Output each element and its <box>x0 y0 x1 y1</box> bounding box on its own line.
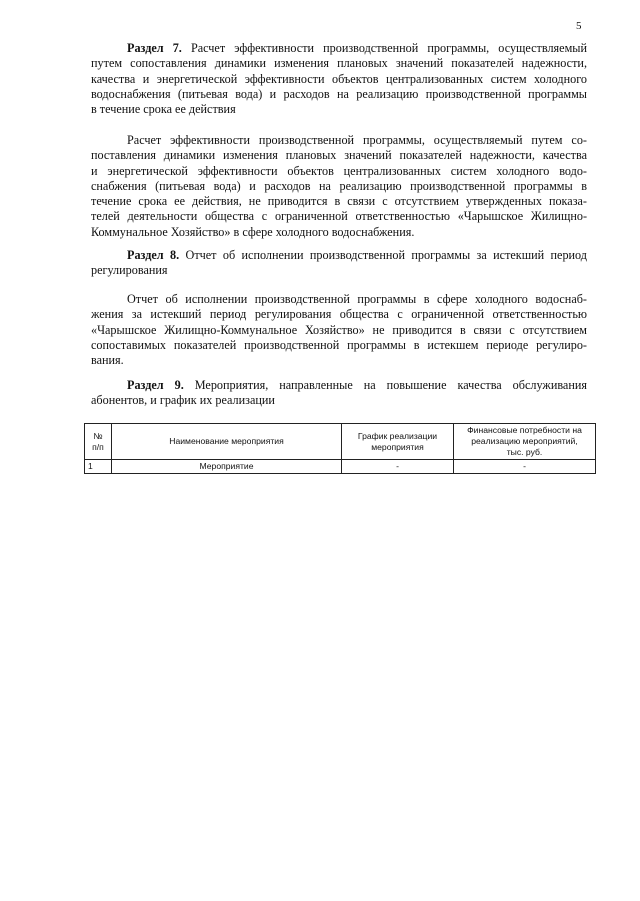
heading-line: водоснабжения (питьевая вода) и расходов на реализацию производственной программы <box>91 86 587 101</box>
paragraph-line: снабжения (питьевая вода) и расходов на реализацию производственной программы в <box>91 178 587 193</box>
section-7-paragraph <box>91 133 587 240</box>
section-9-label: Раздел 9. <box>127 378 184 392</box>
cell-finance: - <box>454 460 596 474</box>
paragraph-line: Коммунальное Хозяйство» в сфере холодного водоснабжения. <box>91 224 415 239</box>
section-8-paragraph <box>91 292 587 368</box>
section-7-label: Раздел 7. <box>127 41 182 55</box>
table-header-row <box>85 424 596 460</box>
paragraph-line: сопоставимых показателей производственной программы в истекшем периоде регулиро- <box>91 337 587 352</box>
heading-line: в течение срока ее действия <box>91 102 236 117</box>
heading-line: качества и энергетической эффективности объектов централизованных систем холодного <box>91 71 587 86</box>
section-9-heading <box>91 378 587 409</box>
header-finance: Финансовые потребности на реализацию мероприятий, тыс. руб. <box>454 424 596 460</box>
header-num: № п/п <box>85 424 112 460</box>
section-7-heading <box>91 41 587 117</box>
heading-line: Мероприятия, направленные на повышение качества обслуживания <box>194 378 587 392</box>
paragraph-line: Отчет об исполнении производственной программы в сфере холодного водоснаб- <box>127 292 587 306</box>
paragraph-line: и энергетической эффективности объектов централизованных систем холодного водо- <box>91 163 587 178</box>
paragraph-line: телей деятельности общества с ограниченной ответственностью «Чарышское Жилищно- <box>91 209 587 224</box>
table-row <box>85 460 596 474</box>
measures-table <box>84 423 596 474</box>
paragraph-line: поставления динамики изменения плановых значений показателей надежности, качества <box>91 148 587 163</box>
paragraph-line: жения за истекший период регулирования общества с ограниченной ответственностью <box>91 307 587 322</box>
heading-line: путем сопоставления динамики изменения плановых значений показателей надежности, <box>91 56 587 71</box>
page-number: 5 <box>576 20 582 32</box>
header-name: Наименование мероприятия <box>112 424 342 460</box>
cell-name: Мероприятие <box>112 460 342 474</box>
paragraph-line: Расчет эффективности производственной программы, осуществляемый путем со- <box>127 133 587 147</box>
section-8-label: Раздел 8. <box>127 248 180 262</box>
cell-schedule: - <box>342 460 454 474</box>
paragraph-line: течение срока ее действия, не приводится в связи с отсутствием утвержденных показа- <box>91 194 587 209</box>
section-8-heading <box>91 248 587 279</box>
cell-num: 1 <box>85 460 112 474</box>
paragraph-line: «Чарышское Жилищно-Коммунальное Хозяйство» не приводится в связи с отсутствием <box>91 322 587 337</box>
heading-line: Отчет об исполнении производственной программы за истекший период <box>185 248 588 262</box>
header-schedule: График реализации мероприятия <box>342 424 454 460</box>
heading-line: Расчет эффективности производственной программы, осуществляемый <box>190 41 587 55</box>
heading-line: регулирования <box>91 263 168 278</box>
paragraph-line: вания. <box>91 353 124 368</box>
heading-line: абонентов, и график их реализации <box>91 393 275 408</box>
